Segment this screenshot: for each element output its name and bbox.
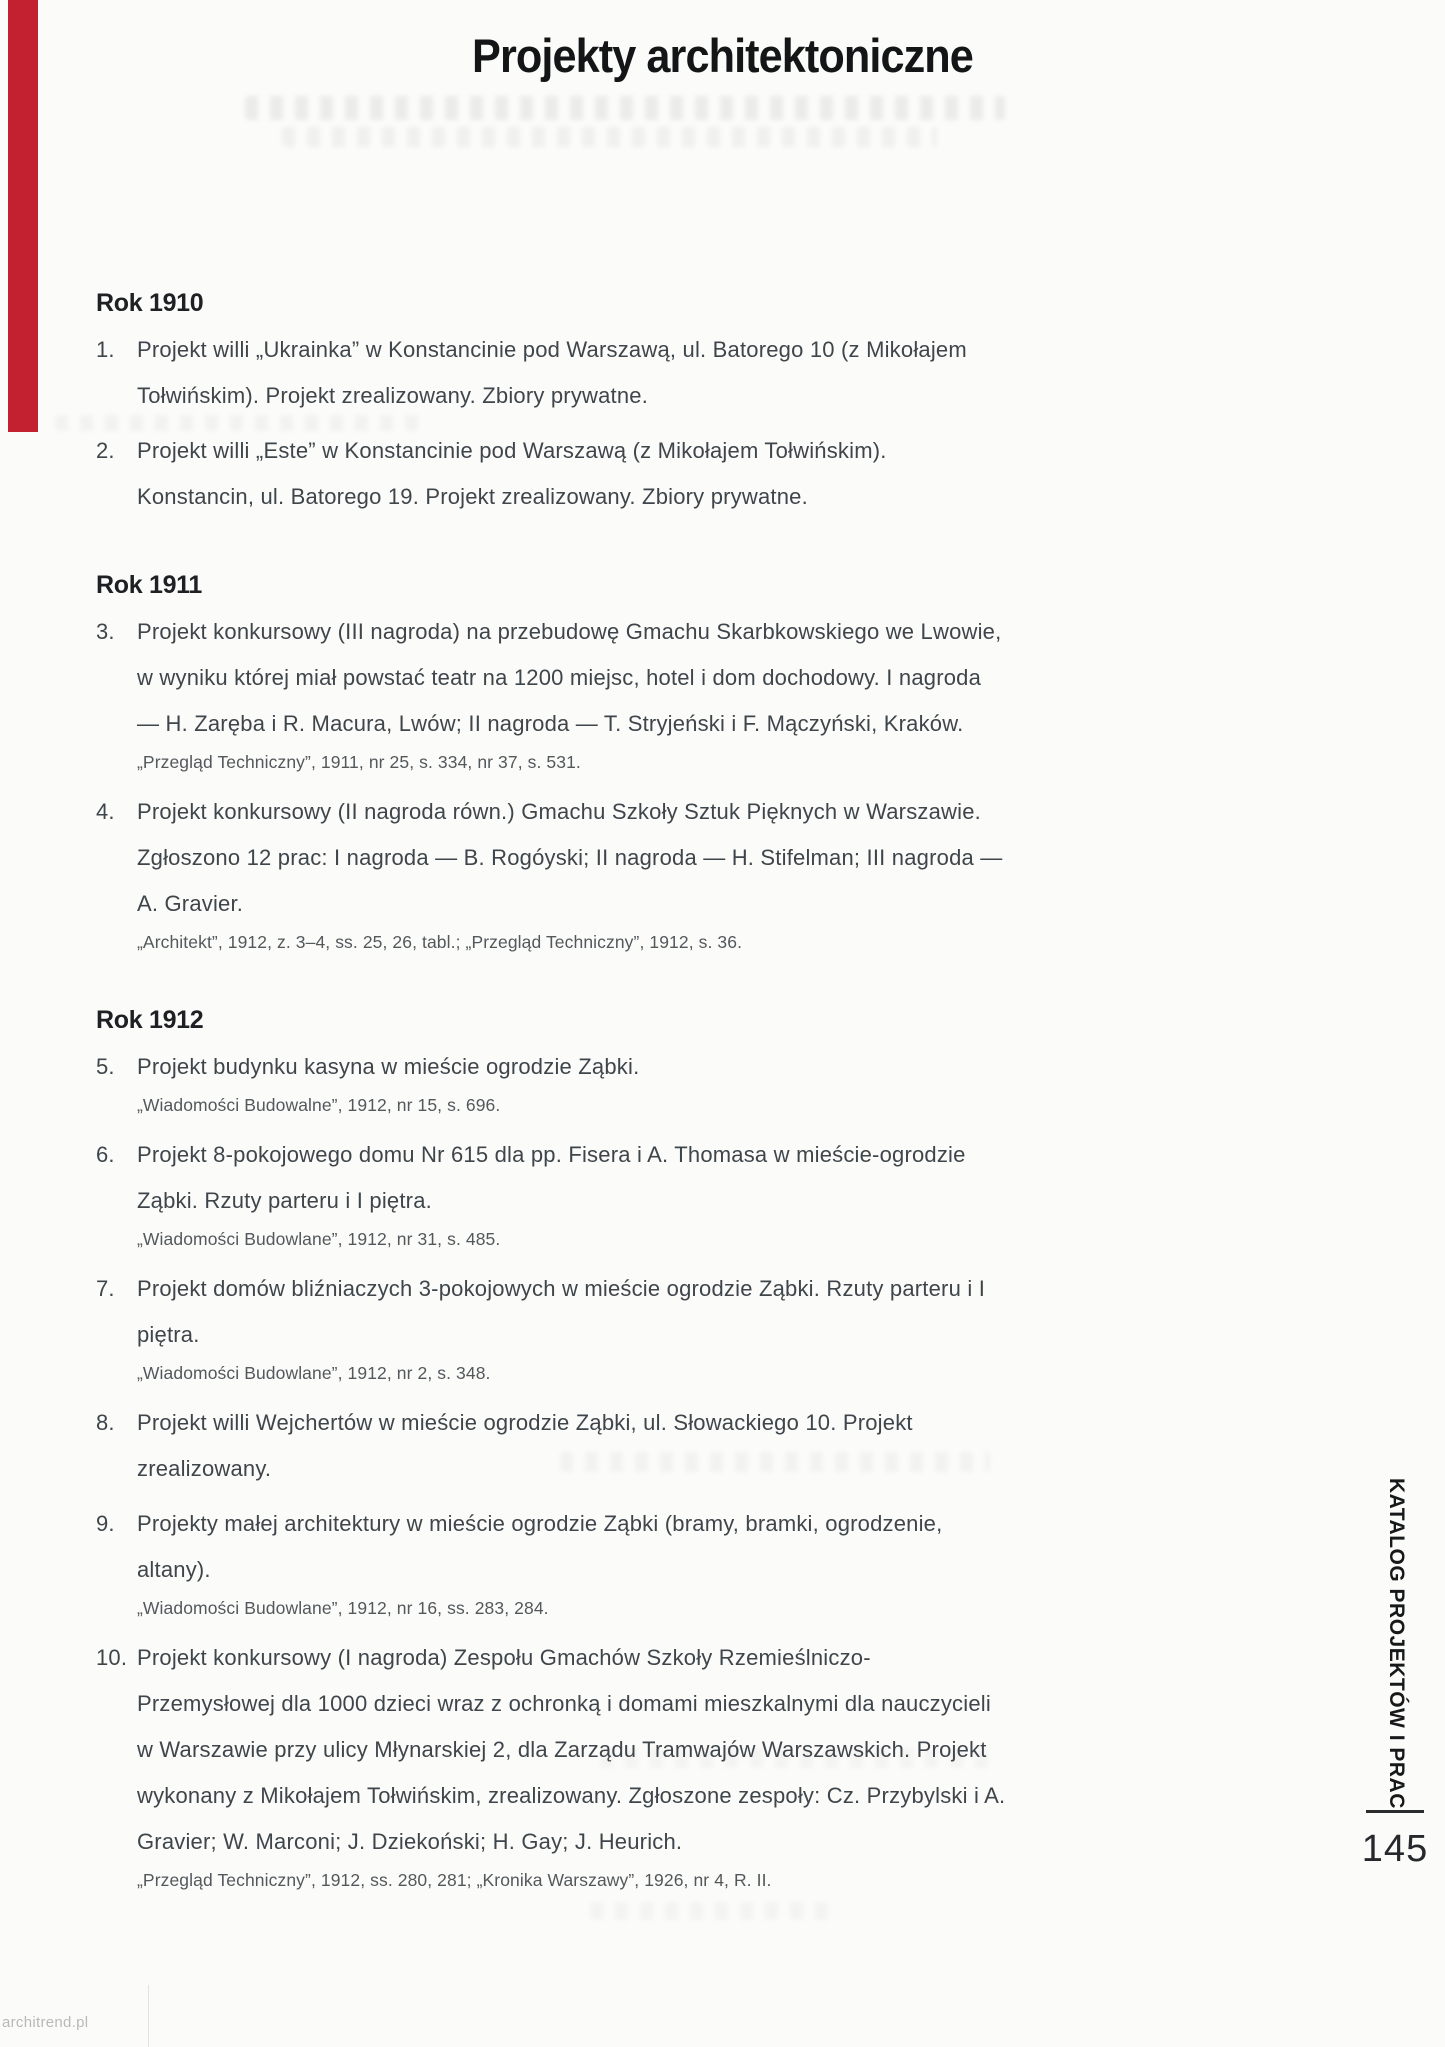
item-number: 7. xyxy=(96,1276,115,1301)
list-item xyxy=(96,1400,1006,1492)
item-number: 10. xyxy=(96,1645,128,1670)
item-text: Projekt willi „Este” w Konstancinie pod Warszawą (z Mikołajem Tołwińskim). Konstancin, ul. Batorego 19. Projekt zrealizowany. Zbiory prywatne. xyxy=(137,438,887,509)
list-item xyxy=(96,1501,1006,1593)
item-number: 5. xyxy=(96,1054,115,1079)
item-text: Projekt konkursowy (II nagroda równ.) Gmachu Szkoły Sztuk Pięknych w Warszawie. Zgłoszono 12 prac: I nagroda — B. Rogóyski; II nagroda — H. Stifelman; III nagroda — A. Gravier. xyxy=(137,799,1003,916)
list-item xyxy=(96,1266,1006,1358)
section-rok-1912 xyxy=(96,1005,1006,1893)
sidebar-chapter-label: KATALOG PROJEKTÓW I PRAC xyxy=(1385,1478,1408,1809)
item-number: 9. xyxy=(96,1511,115,1536)
watermark-label: architrend.pl xyxy=(2,2014,89,2031)
list-item xyxy=(96,428,1006,520)
catalog-list xyxy=(96,0,1006,1907)
item-text: Projekt willi „Ukrainka” w Konstancinie pod Warszawą, ul. Batorego 10 (z Mikołajem Tołwińskim). Projekt zrealizowany. Zbiory prywatne. xyxy=(137,337,967,408)
item-citation: „Przegląd Techniczny”, 1912, ss. 280, 281; „Kronika Warszawy”, 1926, nr 4, R. II. xyxy=(137,1870,772,1890)
section-rok-1910 xyxy=(96,288,1006,520)
section-heading: Rok 1911 xyxy=(96,571,203,599)
item-number: 2. xyxy=(96,438,115,463)
item-citation: „Wiadomości Budowlane”, 1912, nr 16, ss. 283, 284. xyxy=(137,1598,549,1618)
item-text: Projekt budynku kasyna w mieście ogrodzie Ząbki. xyxy=(137,1054,640,1079)
item-text: Projekt konkursowy (III nagroda) na przebudowę Gmachu Skarbkowskiego we Lwowie, w wyniku której miał powstać teatr na 1200 miejsc, hotel i dom dochodowy. I nagroda — H. Zaręba i R. Macura, Lwów; II nagroda — T. Stryjeński i F. Mączyński, Kraków. xyxy=(137,619,1002,736)
page-crease-line xyxy=(148,1985,149,2047)
item-number: 4. xyxy=(96,799,115,824)
item-number: 8. xyxy=(96,1410,115,1435)
item-citation: „Wiadomości Budowlane”, 1912, nr 2, s. 348. xyxy=(137,1363,491,1383)
list-item xyxy=(96,789,1006,927)
section-rok-1911 xyxy=(96,570,1006,955)
item-number: 1. xyxy=(96,337,115,362)
list-item xyxy=(96,1132,1006,1224)
item-number: 6. xyxy=(96,1142,115,1167)
page-edge-red-strip xyxy=(8,0,38,432)
section-heading: Rok 1912 xyxy=(96,1006,204,1034)
item-citation: „Wiadomości Budowalne”, 1912, nr 15, s. 696. xyxy=(137,1095,501,1115)
item-text: Projekt domów bliźniaczych 3-pokojowych w mieście ogrodzie Ząbki. Rzuty parteru i I piętra. xyxy=(137,1276,986,1347)
section-heading: Rok 1910 xyxy=(96,289,204,317)
item-citation: „Wiadomości Budowlane”, 1912, nr 31, s. 485. xyxy=(137,1229,501,1249)
item-text: Projekt willi Wejchertów w mieście ogrodzie Ząbki, ul. Słowackiego 10. Projekt zrealizowany. xyxy=(137,1410,913,1481)
list-item xyxy=(96,327,1006,419)
item-text: Projekty małej architektury w mieście ogrodzie Ząbki (bramy, bramki, ogrodzenie, altany). xyxy=(137,1511,943,1582)
page-number: 145 xyxy=(1361,1828,1429,1870)
item-number: 3. xyxy=(96,619,115,644)
list-item xyxy=(96,609,1006,747)
item-text: Projekt konkursowy (I nagroda) Zespołu Gmachów Szkoły Rzemieślniczo-Przemysłowej dla 1000 dzieci wraz z ochronką i domami mieszkalnymi dla nauczycieli w Warszawie przy ulicy Młynarskiej 2, dla Zarządu Tramwajów Warszawskich. Projekt wykonany z Mikołajem Tołwińskim, zrealizowany. Zgłoszone zespoły: Cz. Przybylski i A. Gravier; W. Marconi; J. Dziekoński; H. Gay; J. Heurich. xyxy=(137,1645,1006,1854)
list-item xyxy=(96,1044,1006,1090)
item-citation: „Architekt”, 1912, z. 3–4, ss. 25, 26, tabl.; „Przegląd Techniczny”, 1912, s. 36. xyxy=(137,932,743,952)
list-item xyxy=(96,1635,1006,1865)
item-text: Projekt 8-pokojowego domu Nr 615 dla pp. Fisera i A. Thomasa w mieście-ogrodzie Ząbki. Rzuty parteru i I piętra. xyxy=(137,1142,966,1213)
item-citation: „Przegląd Techniczny”, 1911, nr 25, s. 334, nr 37, s. 531. xyxy=(137,752,581,772)
page-title: Projekty architektoniczne xyxy=(472,29,973,82)
sidebar-rule xyxy=(1366,1810,1424,1813)
